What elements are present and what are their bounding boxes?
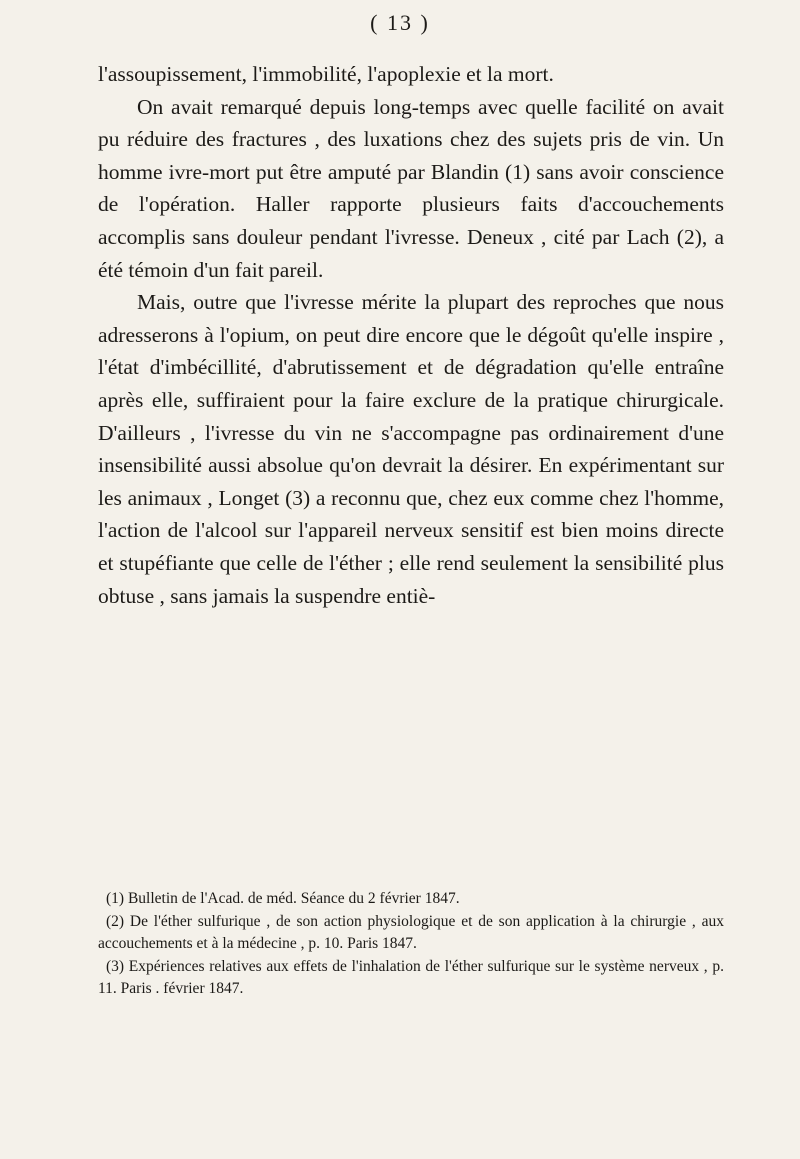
paragraph-continuation: l'assoupissement, l'immobilité, l'apoplexie et la mort.	[98, 62, 554, 86]
body-text	[98, 58, 724, 612]
footnote-3: (3) Expériences relatives aux effets de l'inhalation de l'éther sulfurique sur le système nerveux , p. 11. Paris . février 1847.	[98, 957, 724, 997]
footnotes	[98, 888, 724, 1001]
paragraph-ivresse: Mais, outre que l'ivresse mérite la plupart des reproches que nous adresserons à l'opium, on peut dire encore que le dégoût qu'elle inspire , l'état d'imbécillité, d'abrutissement et de dégradation qu'elle entraîne après elle, suffiraient pour la faire exclure de la pratique chirurgicale. D'ailleurs , l'ivresse du vin ne s'accompagne pas ordinairement d'une insensibilité aussi absolue qu'on devrait la désirer. En expérimentant sur les animaux , Longet (3) a reconnu que, chez eux comme chez l'homme, l'action de l'alcool sur l'appareil nerveux sensitif est bien moins directe et stupéfiante que celle de l'éther ; elle rend seulement la sensibilité plus obtuse , sans jamais la suspendre entiè-	[98, 290, 724, 608]
page-number: ( 13 )	[370, 10, 430, 35]
footnote-1: (1) Bulletin de l'Acad. de méd. Séance du 2 février 1847.	[106, 890, 460, 907]
footnote-2: (2) De l'éther sulfurique , de son action physiologique et de son application à la chirurgie , aux accouchements et à la médecine , p. 10. Paris 1847.	[98, 912, 724, 952]
paragraph-fractures: On avait remarqué depuis long-temps avec quelle facilité on avait pu réduire des fractures , des luxations chez des sujets pris de vin. Un homme ivre-mort put être amputé par Blandin (1) sans avoir conscience de l'opération. Haller rapporte plusieurs faits d'accouchements accomplis sans douleur pendant l'ivresse. Deneux , cité par Lach (2), a été témoin d'un fait pareil.	[98, 94, 724, 282]
